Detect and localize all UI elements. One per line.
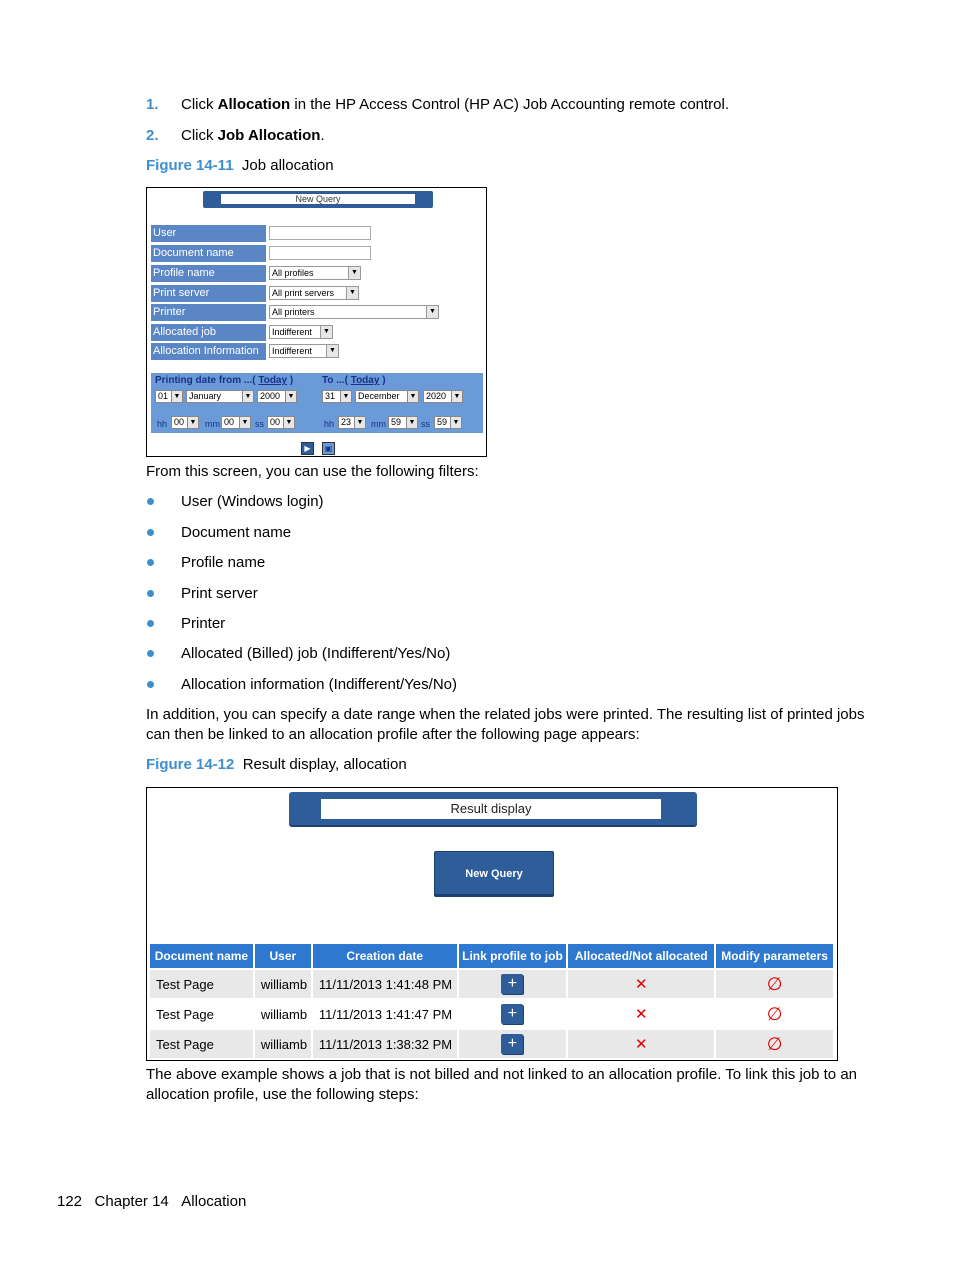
date-range-panel: [151, 373, 483, 433]
close-icon: ✕: [634, 1006, 648, 1023]
mm-label: mm: [371, 419, 386, 429]
step-number: 1.: [146, 96, 159, 113]
table-row: [150, 1029, 834, 1058]
column-header: Link profile to job: [458, 944, 568, 969]
filter-label: User: [151, 225, 266, 242]
user-cell: williamb: [254, 969, 312, 999]
result-display-header: [289, 792, 697, 825]
chevron-down-icon: ▼: [239, 417, 250, 428]
bullet-icon: [147, 681, 154, 688]
chevron-down-icon: ▼: [326, 345, 338, 357]
date-from-label: Printing date from ...(: [155, 375, 256, 386]
figure-label: Figure 14-11: [146, 157, 234, 174]
user-input[interactable]: [269, 226, 371, 240]
today-from-link[interactable]: Today: [258, 375, 288, 386]
step-text: .: [320, 127, 325, 144]
filter-label: Document name: [151, 245, 266, 262]
column-header: Document name: [150, 944, 254, 969]
filter-row-allocation-info: [151, 343, 481, 360]
filter-label: Printer: [151, 304, 266, 321]
filter-label: Allocation Information: [151, 343, 266, 360]
modify-cell: [715, 1029, 834, 1058]
chevron-down-icon: ▼: [340, 391, 351, 402]
filter-row-profile: [151, 265, 481, 282]
chevron-down-icon: ▼: [348, 267, 360, 279]
column-header: Allocated/Not allocated: [567, 944, 715, 969]
document-name-input[interactable]: [269, 246, 371, 260]
chevron-down-icon: ▼: [346, 287, 358, 299]
chevron-down-icon: ▼: [426, 306, 438, 318]
bullet-icon: [147, 529, 154, 536]
new-query-title: New Query: [221, 194, 415, 204]
result-display-title: Result display: [321, 799, 661, 819]
chevron-down-icon: ▼: [407, 391, 418, 402]
allocation-info-select[interactable]: [269, 344, 339, 358]
select-value: All printers: [272, 307, 315, 317]
list-item: Document name: [181, 524, 292, 541]
empty-set-icon[interactable]: ∅: [766, 1033, 783, 1054]
filter-row-allocated-job: [151, 324, 481, 341]
filter-row-print-server: [151, 285, 481, 302]
filters-intro: From this screen, you can use the following filters:: [146, 463, 479, 480]
column-header: Modify parameters: [715, 944, 834, 969]
list-item: Profile name: [181, 554, 266, 571]
chevron-down-icon: ▼: [354, 417, 365, 428]
select-value: 2000: [260, 391, 281, 401]
document-name-cell: Test Page: [150, 999, 254, 1029]
chevron-down-icon: ▼: [283, 417, 294, 428]
from-year-select[interactable]: [257, 390, 297, 403]
hh-label: hh: [157, 419, 168, 429]
chevron-down-icon: ▼: [320, 326, 332, 338]
empty-set-icon[interactable]: ∅: [766, 1003, 783, 1024]
empty-set-icon[interactable]: ∅: [766, 973, 783, 994]
paragraph-line: The above example shows a job that is not billed and not linked to an allocation profile. To link this job to an: [146, 1066, 857, 1083]
select-value: 00: [270, 417, 281, 427]
bullet-icon: [147, 559, 154, 566]
select-value: January: [189, 391, 222, 401]
plus-icon[interactable]: +: [501, 1034, 523, 1054]
creation-date-cell: 11/11/2013 1:41:47 PM: [312, 999, 458, 1029]
to-day-select[interactable]: [322, 390, 352, 403]
allocated-cell: [567, 1029, 715, 1058]
link-profile-cell: [458, 1029, 568, 1058]
chevron-down-icon: ▼: [171, 391, 182, 402]
new-query-header: [203, 191, 433, 208]
date-from-heading: [155, 375, 293, 386]
select-value: 00: [224, 417, 235, 427]
close-icon: ✕: [634, 976, 648, 993]
to-month-select[interactable]: [355, 390, 419, 403]
from-day-select[interactable]: [155, 390, 183, 403]
column-header: Creation date: [312, 944, 458, 969]
list-item: Allocation information (Indifferent/Yes/No): [181, 676, 457, 693]
select-value: 59: [437, 417, 448, 427]
paragraph-line: allocation profile, use the following steps:: [146, 1086, 419, 1103]
list-item: Print server: [181, 585, 258, 602]
to-hh-select[interactable]: [338, 416, 366, 429]
step-1: [146, 95, 159, 115]
chevron-down-icon: ▼: [285, 391, 296, 402]
figure-label: Figure 14-12: [146, 756, 235, 773]
list-item: User (Windows login): [181, 493, 324, 510]
result-display-figure: [146, 787, 838, 1061]
filter-row-document: [151, 245, 481, 262]
from-month-select[interactable]: [186, 390, 254, 403]
to-year-select[interactable]: [423, 390, 463, 403]
to-mm-select[interactable]: [388, 416, 418, 429]
paren: ): [382, 375, 386, 386]
user-cell: williamb: [254, 1029, 312, 1058]
date-to-label: To ...(: [322, 375, 348, 386]
step-text: Click: [181, 127, 218, 144]
select-value: 59: [391, 417, 402, 427]
allocated-cell: [567, 999, 715, 1029]
bullet-icon: [147, 590, 154, 597]
select-value: 23: [341, 417, 352, 427]
chevron-down-icon: ▼: [187, 417, 198, 428]
from-hh-select[interactable]: [171, 416, 199, 429]
step-text: Click: [181, 96, 218, 113]
allocated-job-select[interactable]: [269, 325, 333, 339]
select-value: 31: [325, 391, 336, 401]
to-ss-select[interactable]: [434, 416, 462, 429]
list-item: Printer: [181, 615, 226, 632]
result-table: [150, 944, 835, 1058]
ss-label: ss: [255, 419, 264, 429]
page-number: 122: [57, 1193, 83, 1210]
chevron-down-icon: ▼: [451, 391, 462, 402]
select-value: All profiles: [272, 268, 314, 278]
creation-date-cell: 11/11/2013 1:38:32 PM: [312, 1029, 458, 1058]
from-ss-select[interactable]: [267, 416, 295, 429]
date-to-heading: [322, 375, 386, 386]
select-value: 00: [174, 417, 185, 427]
job-allocation-figure: [146, 187, 487, 457]
creation-date-cell: 11/11/2013 1:41:48 PM: [312, 969, 458, 999]
today-to-link[interactable]: Today: [350, 375, 380, 386]
step-2: [146, 126, 159, 146]
select-value: 01: [158, 391, 169, 401]
section-label: Allocation: [181, 1193, 247, 1210]
table-row: [150, 969, 834, 999]
from-mm-select[interactable]: [221, 416, 251, 429]
user-cell: williamb: [254, 999, 312, 1029]
chevron-down-icon: ▼: [450, 417, 461, 428]
filter-row-printer: [151, 304, 481, 321]
select-value: December: [358, 391, 400, 401]
column-header: User: [254, 944, 312, 969]
paragraph-line: can then be linked to an allocation profile after the following page appears:: [146, 726, 640, 743]
paragraph-line: In addition, you can specify a date range when the related jobs were printed. The resulting list of printed jobs: [146, 706, 865, 723]
profile-select[interactable]: [269, 266, 361, 280]
modify-cell: [715, 969, 834, 999]
filter-row-user: [151, 225, 481, 242]
select-value: All print servers: [272, 288, 335, 298]
select-value: Indifferent: [272, 327, 312, 337]
reset-icon[interactable]: ▣: [322, 442, 335, 455]
plus-icon[interactable]: +: [501, 1004, 523, 1024]
chapter-label: Chapter 14: [94, 1193, 169, 1210]
new-query-button[interactable]: New Query: [434, 851, 554, 895]
filter-label: Profile name: [151, 265, 266, 282]
table-row: [150, 999, 834, 1029]
paren: ): [289, 375, 294, 386]
printer-select[interactable]: [269, 305, 439, 319]
filter-label: Allocated job: [151, 324, 266, 341]
figure-caption: [146, 755, 407, 775]
modify-cell: [715, 999, 834, 1029]
bullet-icon: [147, 498, 154, 505]
print-server-select[interactable]: [269, 286, 359, 300]
document-name-cell: Test Page: [150, 1029, 254, 1058]
step-bold: Job Allocation: [217, 127, 321, 144]
chevron-down-icon: ▼: [406, 417, 417, 428]
allocated-cell: [567, 969, 715, 999]
page-footer: [57, 1192, 246, 1212]
ss-label: ss: [421, 419, 430, 429]
close-icon: ✕: [634, 1036, 648, 1053]
step-bold: Allocation: [217, 96, 291, 113]
mm-label: mm: [205, 419, 220, 429]
chevron-down-icon: ▼: [242, 391, 253, 402]
bullet-icon: [147, 620, 154, 627]
figure-title: Job allocation: [241, 157, 334, 174]
step-1-text: [181, 95, 729, 115]
plus-icon[interactable]: +: [501, 974, 523, 994]
select-value: Indifferent: [272, 346, 312, 356]
table-header-row: [150, 944, 834, 969]
figure-title: Result display, allocation: [242, 756, 407, 773]
list-item: Allocated (Billed) job (Indifferent/Yes/No): [181, 645, 451, 662]
hh-label: hh: [324, 419, 335, 429]
step-text: in the HP Access Control (HP AC) Job Accounting remote control.: [290, 96, 730, 113]
link-profile-cell: [458, 999, 568, 1029]
step-2-text: [181, 126, 325, 146]
play-icon[interactable]: ▶: [301, 442, 314, 455]
document-name-cell: Test Page: [150, 969, 254, 999]
select-value: 2020: [426, 391, 447, 401]
filter-label: Print server: [151, 285, 266, 302]
bullet-icon: [147, 650, 154, 657]
figure-caption: [146, 156, 334, 176]
step-number: 2.: [146, 127, 159, 144]
link-profile-cell: [458, 969, 568, 999]
